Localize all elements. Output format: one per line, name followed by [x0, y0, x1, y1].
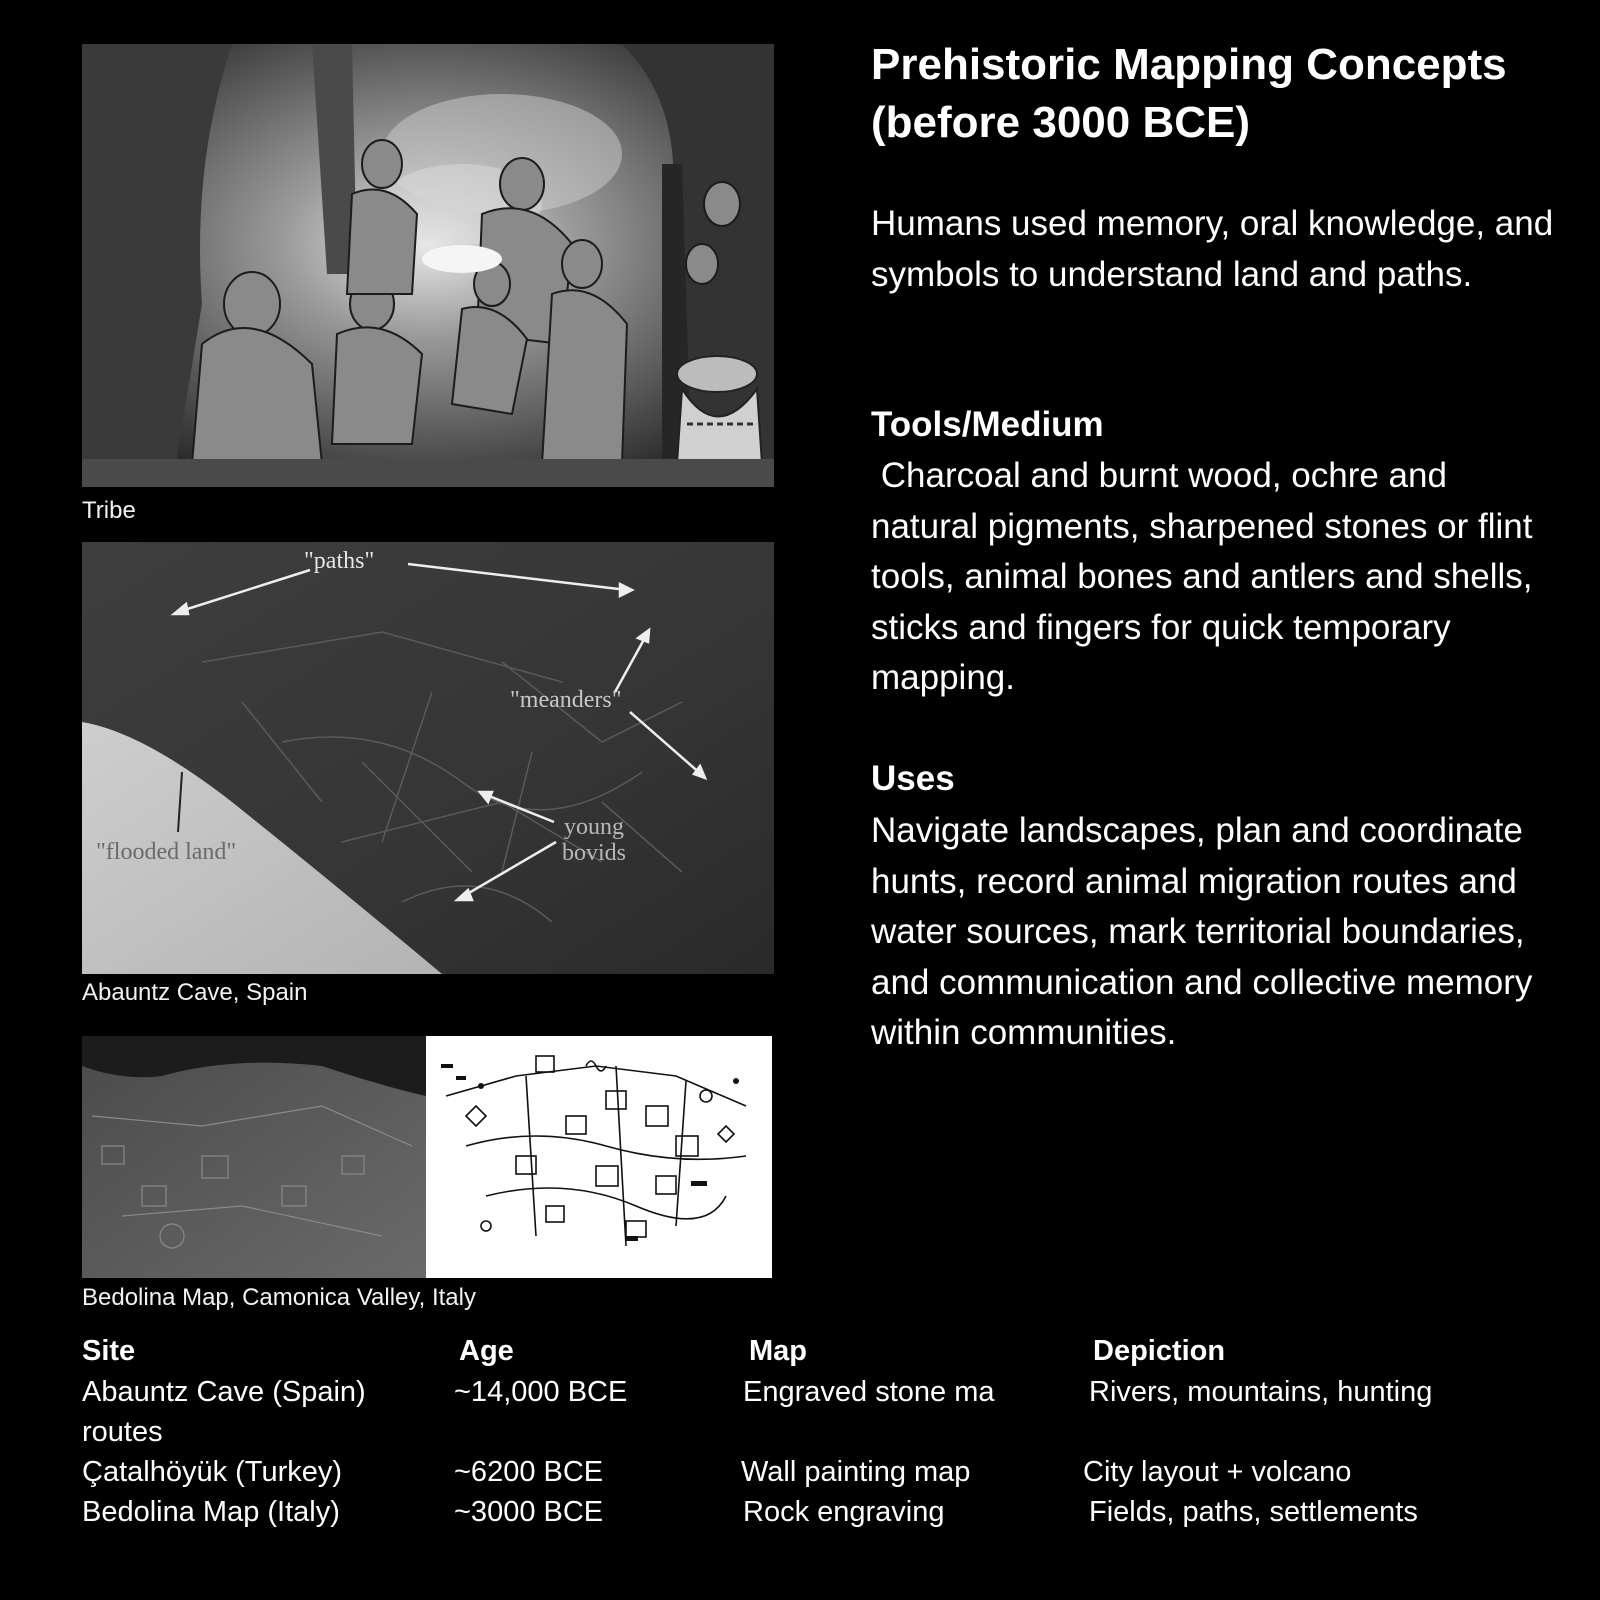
bedolina-map-sketch [426, 1036, 772, 1278]
cell-depiction: City layout + volcano [1083, 1456, 1352, 1488]
cell-site: Bedolina Map (Italy) [82, 1496, 340, 1528]
page-title-line-2: (before 3000 BCE) [871, 98, 1251, 147]
uses-heading: Uses [871, 759, 955, 798]
bedolina-caption: Bedolina Map, Camonica Valley, Italy [82, 1284, 476, 1311]
page-title-line-1: Prehistoric Mapping Concepts [871, 40, 1507, 89]
cell-site: Çatalhöyük (Turkey) [82, 1456, 343, 1488]
header-depiction: Depiction [1093, 1335, 1226, 1367]
tribe-caption: Tribe [82, 497, 136, 524]
bedolina-rock-photo [82, 1036, 426, 1278]
label-paths: "paths" [304, 548, 375, 574]
tools-heading: Tools/Medium [871, 405, 1104, 444]
tribe-illustration [82, 44, 774, 487]
cell-age: ~6200 BCE [454, 1456, 604, 1488]
uses-paragraph: Navigate landscapes, plan and coordinate hunts, record animal migration routes and water sources, mark territorial boundaries, and communication and collective memory within communities. [871, 811, 1533, 1052]
bedolina-rock-texture [82, 1036, 426, 1278]
header-age: Age [459, 1335, 514, 1367]
cell-site: routes [82, 1416, 163, 1448]
cell-map: Rock engraving [743, 1496, 945, 1528]
header-map: Map [749, 1335, 807, 1367]
label-bovids: bovids [562, 840, 627, 866]
tools-paragraph: Charcoal and burnt wood, ochre and natural pigments, sharpened stones or flint tools, animal bones and antlers and shells, sticks and fingers for quick temporary mapping. [871, 456, 1543, 697]
cell-age: ~14,000 BCE [454, 1376, 628, 1408]
cell-age: ~3000 BCE [454, 1496, 604, 1528]
label-meanders: "meanders" [510, 687, 622, 713]
abauntz-cave-engraving [82, 542, 774, 974]
label-flooded-land: "flooded land" [96, 839, 237, 865]
abauntz-caption: Abauntz Cave, Spain [82, 979, 308, 1006]
header-site: Site [82, 1335, 136, 1367]
page-title [871, 36, 1571, 152]
label-young: young [564, 814, 624, 840]
cell-map: Engraved stone ma [743, 1376, 995, 1408]
cell-map: Wall painting map [741, 1456, 971, 1488]
cell-site: Abauntz Cave (Spain) [82, 1376, 366, 1408]
intro-paragraph: Humans used memory, oral knowledge, and symbols to understand land and paths. [871, 204, 1554, 294]
cell-depiction: Fields, paths, settlements [1089, 1496, 1418, 1528]
cell-depiction: Rivers, mountains, hunting [1089, 1376, 1433, 1408]
bedolina-map-drawing [426, 1036, 772, 1278]
abauntz-cave-photo [82, 542, 774, 974]
tribe-illustration-drawing [82, 44, 774, 487]
